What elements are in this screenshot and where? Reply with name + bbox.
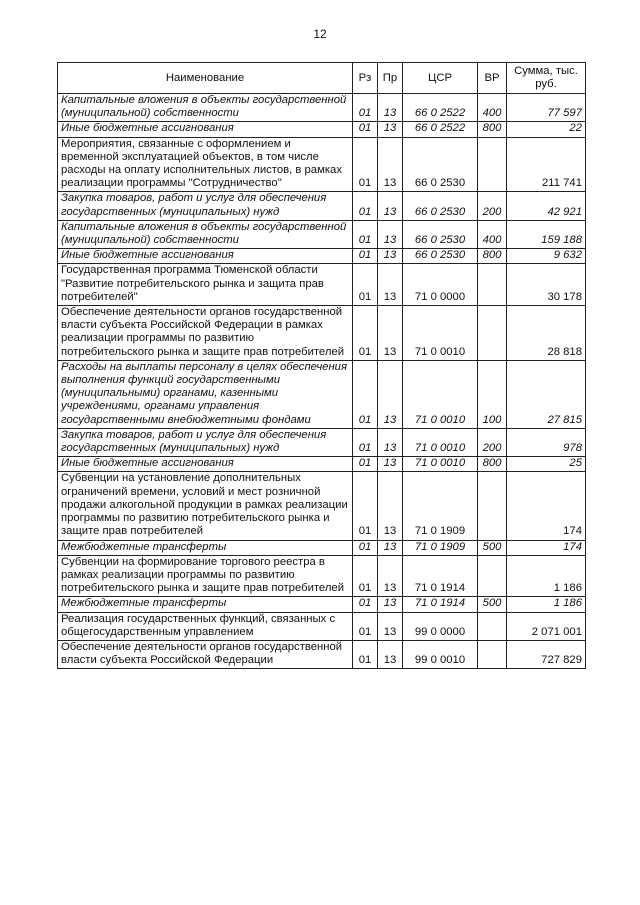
cell-sum: 9 632: [507, 249, 586, 264]
cell-rz: 01: [353, 360, 378, 428]
cell-csr: 71 0 0010: [403, 457, 478, 472]
table-row: [58, 360, 586, 428]
cell-name: Закупка товаров, работ и услуг для обеспечения государственных (муниципальных) нужд: [58, 192, 353, 220]
cell-vr: [478, 472, 507, 540]
cell-rz: 01: [353, 122, 378, 137]
cell-pr: 13: [378, 249, 403, 264]
cell-name: Закупка товаров, работ и услуг для обеспечения государственных (муниципальных) нужд: [58, 428, 353, 456]
cell-name: Иные бюджетные ассигнования: [58, 249, 353, 264]
cell-name: Мероприятия, связанные с оформлением и временной эксплуатацией объектов, в том числе расходы на оплату исполнительных листов, в рамках реализации программы "Сотрудничество": [58, 137, 353, 192]
header-csr: ЦСР: [403, 63, 478, 94]
header-sum: Сумма, тыс. руб.: [507, 63, 586, 94]
cell-vr: 800: [478, 249, 507, 264]
cell-csr: 71 0 0010: [403, 428, 478, 456]
cell-pr: 13: [378, 306, 403, 361]
table-body: [58, 94, 586, 669]
cell-sum: 727 829: [507, 640, 586, 668]
cell-sum: 1 186: [507, 597, 586, 612]
cell-sum: 30 178: [507, 264, 586, 306]
table-row: [58, 472, 586, 540]
cell-vr: [478, 612, 507, 640]
cell-rz: 01: [353, 472, 378, 540]
cell-csr: 66 0 2522: [403, 122, 478, 137]
cell-csr: 66 0 2522: [403, 94, 478, 122]
cell-csr: 71 0 0010: [403, 360, 478, 428]
cell-name: Расходы на выплаты персоналу в целях обеспечения выполнения функций государственными (муниципальными) органами, казенными учреждениями, органами управления государственными внебюджетными фондами: [58, 360, 353, 428]
header-vr: ВР: [478, 63, 507, 94]
cell-rz: 01: [353, 264, 378, 306]
cell-rz: 01: [353, 220, 378, 248]
cell-sum: 42 921: [507, 192, 586, 220]
cell-vr: 200: [478, 428, 507, 456]
table-row: [58, 264, 586, 306]
cell-vr: 500: [478, 597, 507, 612]
table-row: [58, 597, 586, 612]
cell-sum: 174: [507, 472, 586, 540]
cell-pr: 13: [378, 472, 403, 540]
table-row: [58, 220, 586, 248]
cell-pr: 13: [378, 640, 403, 668]
table-row: [58, 306, 586, 361]
table-row: [58, 428, 586, 456]
cell-name: Государственная программа Тюменской области "Развитие потребительского рынка и защита прав потребителей": [58, 264, 353, 306]
cell-sum: 22: [507, 122, 586, 137]
cell-pr: 13: [378, 122, 403, 137]
cell-name: Иные бюджетные ассигнования: [58, 122, 353, 137]
cell-sum: 28 818: [507, 306, 586, 361]
table-row: [58, 540, 586, 555]
cell-csr: 66 0 2530: [403, 249, 478, 264]
table-row: [58, 640, 586, 668]
cell-pr: 13: [378, 457, 403, 472]
table-row: [58, 457, 586, 472]
cell-rz: 01: [353, 249, 378, 264]
table-row: [58, 122, 586, 137]
cell-rz: 01: [353, 192, 378, 220]
cell-pr: 13: [378, 540, 403, 555]
cell-name: Реализация государственных функций, связанных с общегосударственным управлением: [58, 612, 353, 640]
cell-csr: 71 0 0010: [403, 306, 478, 361]
cell-name: Обеспечение деятельности органов государственной власти субъекта Российской Федерации в рамках реализации программы по развитию потребительского рынка и защите прав потребителей: [58, 306, 353, 361]
cell-rz: 01: [353, 428, 378, 456]
cell-pr: 13: [378, 428, 403, 456]
cell-rz: 01: [353, 640, 378, 668]
cell-pr: 13: [378, 137, 403, 192]
cell-pr: 13: [378, 264, 403, 306]
cell-csr: 71 0 1909: [403, 472, 478, 540]
header-rz: Рз: [353, 63, 378, 94]
cell-csr: 71 0 1914: [403, 597, 478, 612]
cell-sum: 27 815: [507, 360, 586, 428]
cell-rz: 01: [353, 540, 378, 555]
cell-vr: 800: [478, 122, 507, 137]
cell-vr: 200: [478, 192, 507, 220]
cell-pr: 13: [378, 360, 403, 428]
cell-rz: 01: [353, 94, 378, 122]
cell-sum: 25: [507, 457, 586, 472]
cell-vr: 400: [478, 94, 507, 122]
cell-pr: 13: [378, 94, 403, 122]
table-header-row: [58, 63, 586, 94]
cell-rz: 01: [353, 555, 378, 597]
cell-name: Капитальные вложения в объекты государственной (муниципальной) собственности: [58, 94, 353, 122]
table-row: [58, 137, 586, 192]
cell-sum: 77 597: [507, 94, 586, 122]
cell-vr: [478, 640, 507, 668]
cell-vr: [478, 137, 507, 192]
cell-rz: 01: [353, 137, 378, 192]
cell-csr: 71 0 1914: [403, 555, 478, 597]
table-row: [58, 192, 586, 220]
cell-name: Межбюджетные трансферты: [58, 540, 353, 555]
cell-sum: 159 188: [507, 220, 586, 248]
cell-rz: 01: [353, 306, 378, 361]
cell-name: Субвенции на формирование торгового реестра в рамках реализации программы по развитию потребительского рынка и защите прав потребителей: [58, 555, 353, 597]
cell-pr: 13: [378, 612, 403, 640]
cell-pr: 13: [378, 220, 403, 248]
cell-name: Обеспечение деятельности органов государственной власти субъекта Российской Федерации: [58, 640, 353, 668]
header-name: Наименование: [58, 63, 353, 94]
cell-pr: 13: [378, 555, 403, 597]
cell-pr: 13: [378, 597, 403, 612]
cell-vr: 400: [478, 220, 507, 248]
header-pr: Пр: [378, 63, 403, 94]
table-row: [58, 612, 586, 640]
table-row: [58, 249, 586, 264]
table-row: [58, 94, 586, 122]
cell-vr: 500: [478, 540, 507, 555]
cell-vr: [478, 555, 507, 597]
cell-vr: [478, 264, 507, 306]
cell-vr: [478, 306, 507, 361]
cell-pr: 13: [378, 192, 403, 220]
cell-name: Субвенции на установление дополнительных ограничений времени, условий и мест розничной продажи алкогольной продукции в рамках реализации программы по развитию потребительского рынка и защите прав потребителей: [58, 472, 353, 540]
cell-sum: 1 186: [507, 555, 586, 597]
cell-sum: 2 071 001: [507, 612, 586, 640]
cell-vr: 100: [478, 360, 507, 428]
cell-csr: 99 0 0000: [403, 612, 478, 640]
cell-rz: 01: [353, 612, 378, 640]
cell-rz: 01: [353, 457, 378, 472]
cell-name: Иные бюджетные ассигнования: [58, 457, 353, 472]
cell-csr: 66 0 2530: [403, 192, 478, 220]
cell-sum: 978: [507, 428, 586, 456]
cell-csr: 71 0 1909: [403, 540, 478, 555]
cell-csr: 99 0 0010: [403, 640, 478, 668]
cell-name: Капитальные вложения в объекты государственной (муниципальной) собственности: [58, 220, 353, 248]
cell-csr: 66 0 2530: [403, 137, 478, 192]
page-number: 12: [313, 27, 327, 41]
cell-vr: 800: [478, 457, 507, 472]
cell-csr: 66 0 2530: [403, 220, 478, 248]
budget-table: [57, 62, 586, 669]
cell-sum: 211 741: [507, 137, 586, 192]
cell-rz: 01: [353, 597, 378, 612]
cell-csr: 71 0 0000: [403, 264, 478, 306]
cell-name: Межбюджетные трансферты: [58, 597, 353, 612]
cell-sum: 174: [507, 540, 586, 555]
table-row: [58, 555, 586, 597]
